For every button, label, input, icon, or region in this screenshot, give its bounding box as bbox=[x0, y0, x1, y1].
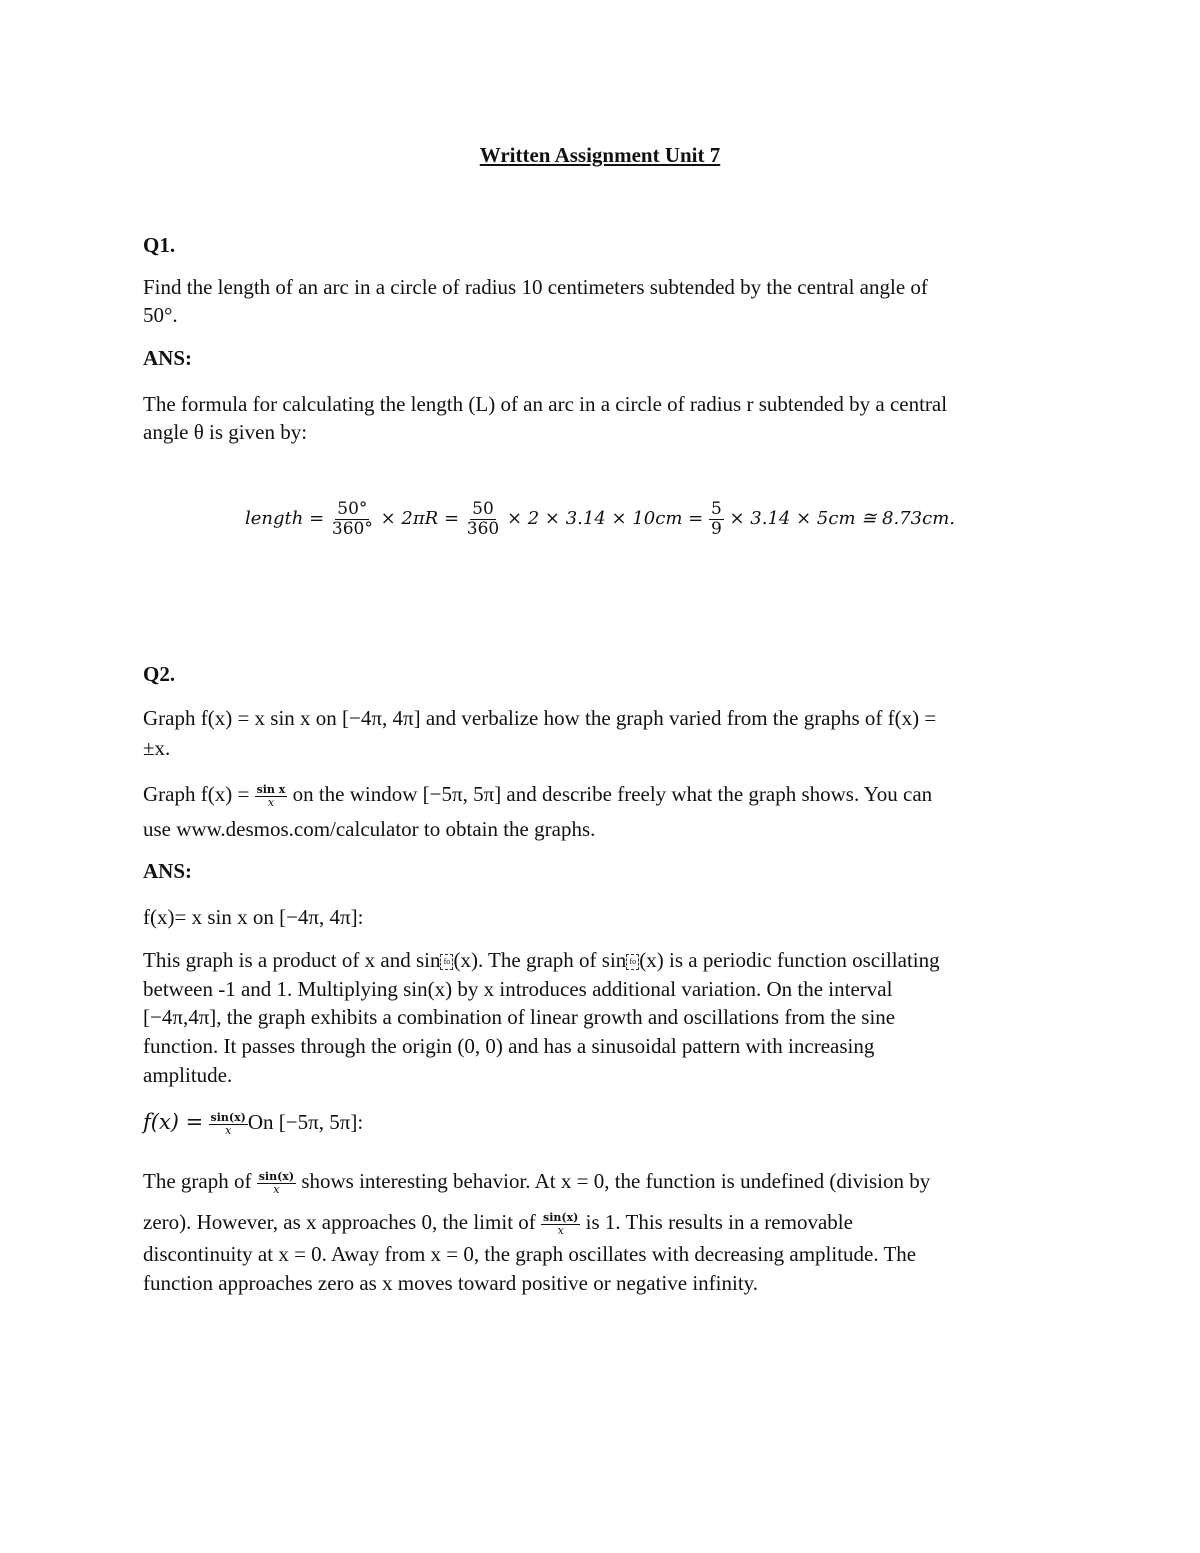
ans-sub2-frac-den: x bbox=[225, 1123, 232, 1137]
arc-length-equation bbox=[0, 500, 1200, 538]
q2-ans-subheading-2 bbox=[143, 1108, 363, 1137]
eq-fraction-3 bbox=[709, 500, 724, 538]
q2-para2-line2 bbox=[143, 1208, 853, 1237]
q1-question-line1: Find the length of an arc in a circle of radius 10 centimeters subtended by the central angle of bbox=[143, 275, 928, 299]
ans-sub2-post: On [−5π, 5π]: bbox=[247, 1110, 364, 1134]
q2-para1-line5: amplitude. bbox=[143, 1063, 233, 1087]
q2-line2: ±x. bbox=[143, 736, 171, 760]
q2-line3-pre: Graph f(x) = bbox=[143, 782, 250, 806]
eq-lhs: length = bbox=[245, 508, 325, 530]
q2-para2-line1 bbox=[143, 1167, 930, 1196]
para2-line2-frac-den: x bbox=[557, 1223, 564, 1237]
eq-frac1-num: 50° bbox=[337, 499, 368, 519]
q2-line3-frac-num: sin x bbox=[256, 782, 286, 796]
eq-frac3-num: 5 bbox=[710, 499, 722, 519]
para1-line1-b: (x). The graph of sin bbox=[453, 948, 627, 972]
eq-frac1-den: 360° bbox=[331, 518, 373, 539]
document-title: Written Assignment Unit 7 bbox=[479, 143, 721, 167]
q2-para1-line4: function. It passes through the origin (0, 0) and has a sinusoidal pattern with increasing bbox=[143, 1034, 875, 1058]
eq-fraction-1 bbox=[330, 500, 375, 538]
q2-heading: Q2. bbox=[143, 662, 176, 686]
eq-frac2-den: 360 bbox=[466, 518, 500, 539]
para2-line1-frac-den: x bbox=[273, 1182, 280, 1196]
para1-line1-a: This graph is a product of x and sin bbox=[143, 948, 441, 972]
eq-part-3: × 2 × 3.14 × 10cm = bbox=[506, 508, 704, 530]
ans-sub2-pre: f(x) = bbox=[143, 1110, 204, 1134]
q1-question-line2: 50°. bbox=[143, 303, 178, 327]
q2-ans-heading: ANS: bbox=[143, 859, 193, 883]
q2-para1-line2: between -1 and 1. Multiplying sin(x) by x introduces additional variation. On the interval bbox=[143, 977, 893, 1001]
ans-sub2-frac-num: sin(x) bbox=[210, 1110, 246, 1124]
para1-line1-c: (x) is a periodic function oscillating bbox=[639, 948, 940, 972]
q2-para2-line3: discontinuity at x = 0. Away from x = 0, the graph oscillates with decreasing amplitude. The bbox=[143, 1242, 917, 1266]
eq-part-4: × 3.14 × 5cm ≅ 8.73cm. bbox=[729, 508, 955, 530]
q1-formula-intro-line1: The formula for calculating the length (L) of an arc in a circle of radius r subtended by a central bbox=[143, 392, 948, 416]
eq-frac3-den: 9 bbox=[710, 518, 722, 539]
q2-para1-line1 bbox=[143, 946, 940, 974]
para2-line1-post: shows interesting behavior. At x = 0, the function is undefined (division by bbox=[301, 1169, 931, 1193]
q1-ans-heading: ANS: bbox=[143, 346, 193, 370]
q1-formula-intro-line2: angle θ is given by: bbox=[143, 420, 308, 444]
para2-line1-frac-num: sin(x) bbox=[258, 1169, 295, 1183]
q2-line3-frac-den: x bbox=[267, 795, 275, 809]
ans-sub2-fraction bbox=[209, 1112, 248, 1137]
para2-line2-frac-num: sin(x) bbox=[543, 1210, 579, 1224]
q2-ans-subheading-1: f(x)= x sin x on [−4π, 4π]: bbox=[143, 905, 364, 929]
eq-part-2: × 2πR = bbox=[380, 508, 460, 530]
para2-line1-fraction bbox=[257, 1171, 296, 1196]
para2-line2-post: is 1. This results in a removable bbox=[585, 1210, 853, 1234]
eq-fraction-2 bbox=[465, 500, 501, 538]
para2-line2-fraction bbox=[541, 1212, 580, 1237]
q1-heading: Q1. bbox=[143, 233, 176, 257]
para2-line2-pre: zero). However, as x approaches 0, the limit of bbox=[143, 1210, 536, 1234]
q2-line3-post: on the window [−5π, 5π] and describe freely what the graph shows. You can bbox=[292, 782, 933, 806]
eq-frac2-num: 50 bbox=[472, 499, 494, 519]
para2-line1-pre: The graph of bbox=[143, 1169, 252, 1193]
q2-para1-line3: [−4π,4π], the graph exhibits a combination of linear growth and oscillations from the sine bbox=[143, 1005, 896, 1029]
q2-line3 bbox=[143, 780, 932, 809]
q2-line3-fraction bbox=[255, 784, 288, 809]
q2-para2-line4: function approaches zero as x moves toward positive or negative infinity. bbox=[143, 1271, 759, 1295]
q2-line1: Graph f(x) = x sin x on [−4π, 4π] and verbalize how the graph varied from the graphs of f(x) = bbox=[143, 706, 937, 730]
placeholder-box-icon: fo bbox=[626, 954, 639, 970]
q2-line4: use www.desmos.com/calculator to obtain the graphs. bbox=[143, 817, 596, 841]
placeholder-box-icon: fo bbox=[440, 954, 453, 970]
